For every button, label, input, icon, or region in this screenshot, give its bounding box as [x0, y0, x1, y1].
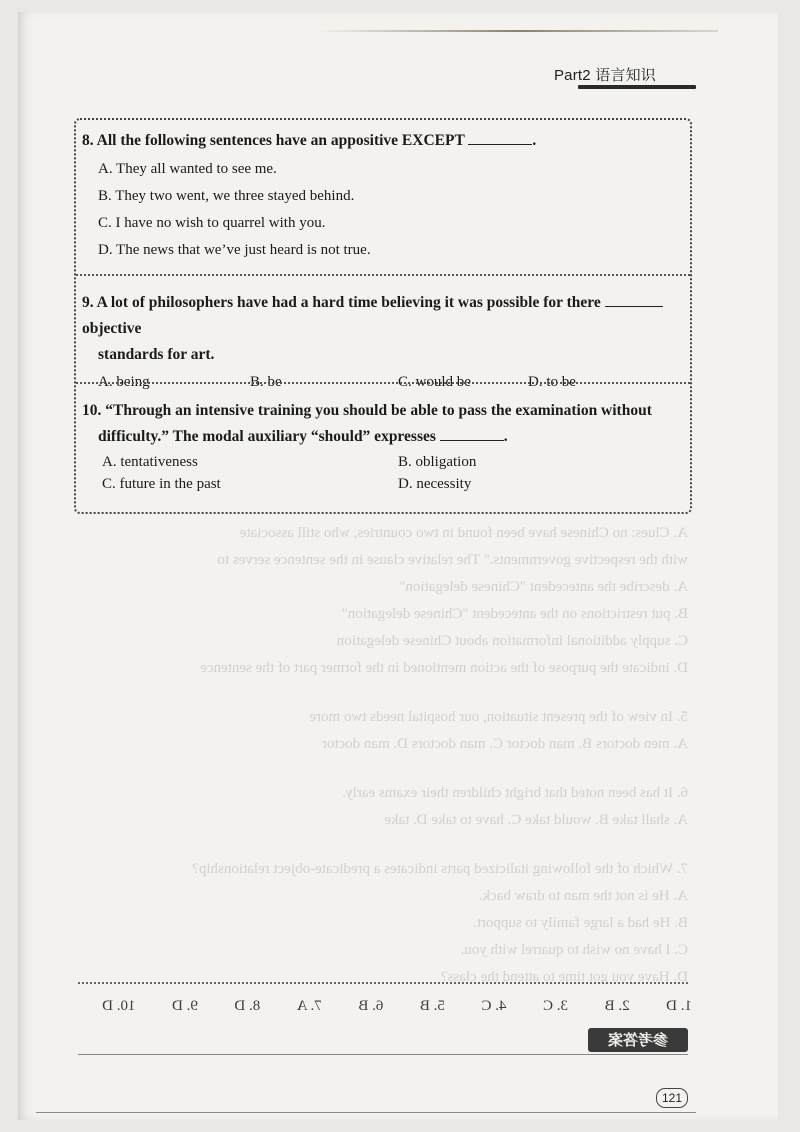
- question-9: [82, 290, 684, 391]
- answer-item: 1. D: [666, 998, 692, 1014]
- section-header: Part2 语言知识: [553, 67, 656, 84]
- question-9-text: A lot of philosophers have had a hard time believing it was possible for there: [96, 294, 601, 311]
- question-10-text-2: difficulty.” The modal auxiliary “should” expresses: [98, 428, 436, 445]
- question-10: [82, 398, 684, 493]
- question-8: [82, 128, 684, 264]
- question-9-option-b: B. be: [250, 374, 282, 390]
- question-9-stem: [82, 290, 684, 342]
- question-9-option-d: D. to be: [528, 374, 576, 390]
- question-9-number: 9.: [82, 294, 94, 311]
- answer-item: 7. A: [296, 998, 322, 1014]
- bleed-line: C. supply additional information about Chinese delegation: [336, 633, 688, 649]
- top-rule: [318, 30, 718, 32]
- answer-item: 3. C: [543, 998, 569, 1014]
- question-9-text-after: objective: [82, 320, 142, 337]
- answer-item: 5. B: [419, 998, 445, 1014]
- answer-item: 8. D: [234, 998, 261, 1014]
- question-10-text: “Through an intensive training you should be able to pass the examination without: [105, 402, 652, 419]
- question-10-option-a: A. tentativeness: [102, 454, 198, 470]
- bleed-line: 7. Which of the following italicized parts indicates a predicate-object relationship?: [192, 861, 688, 877]
- question-10-option-c: C. future in the past: [102, 476, 221, 492]
- bleed-line: with the respective governments." The relative clause in the sentence serves to: [217, 552, 688, 568]
- bleed-line: A. describe the antecedent "Chinese delegation": [399, 579, 688, 595]
- answer-item: 2. B: [604, 998, 630, 1014]
- question-8-option-a: A. They all wanted to see me.: [98, 161, 277, 177]
- answer-key-title: 参考答案: [588, 1028, 688, 1052]
- page-number: 121: [656, 1088, 688, 1108]
- answer-key: [78, 982, 692, 1054]
- question-9-option-a: A. being: [98, 374, 150, 390]
- header-rule: [578, 85, 696, 89]
- question-9-stem-line2: standards for art.: [98, 346, 215, 363]
- question-8-number: 8.: [82, 132, 94, 149]
- bleed-line: 6. It has been noted that bright children their exams early.: [342, 785, 688, 801]
- question-8-text: All the following sentences have an appositive EXCEPT: [96, 132, 465, 149]
- question-9-blank: [605, 294, 663, 307]
- bleed-line: B. put restrictions on the antecedent "Chinese delegation": [341, 606, 688, 622]
- question-8-option-d: D. The news that we’ve just heard is not true.: [98, 242, 371, 258]
- bleed-line: D. indicate the purpose of the action mentioned in the former part of the sentence: [200, 660, 688, 676]
- question-10-period: .: [503, 428, 508, 445]
- bottom-rule: [36, 1112, 696, 1113]
- question-10-stem-line2: [82, 424, 684, 450]
- question-10-stem: [82, 398, 684, 424]
- question-box: [74, 118, 692, 514]
- answer-key-rule: [78, 1054, 688, 1055]
- bleed-through-text: [78, 520, 688, 991]
- question-10-option-d: D. necessity: [398, 476, 472, 492]
- question-10-blank: [440, 428, 504, 441]
- bleed-line: C. I have no wish to quarrel with you.: [460, 942, 688, 958]
- question-10-number: 10.: [82, 402, 102, 419]
- question-8-stem: [82, 128, 684, 154]
- answer-item: 10. D: [102, 998, 136, 1014]
- bleed-line: 5. In view of the present situation, our hospital needs two more: [309, 709, 688, 725]
- bleed-line: B. He had a large family to support.: [472, 915, 688, 931]
- bleed-line: A. Clues: no Chinese have been found in two countries, who still associate: [239, 525, 688, 541]
- question-10-option-b: B. obligation: [398, 454, 477, 470]
- bleed-line: A. shall take B. would take C. have to take D. take: [384, 812, 688, 828]
- answer-item: 4. C: [481, 998, 507, 1014]
- question-divider: [76, 274, 690, 276]
- question-8-option-b: B. They two went, we three stayed behind.: [98, 188, 355, 204]
- question-10-options: [102, 454, 684, 493]
- answer-item: 6. B: [358, 998, 384, 1014]
- question-divider: [76, 382, 690, 384]
- question-8-period: .: [532, 132, 537, 149]
- book-page: [18, 12, 778, 1120]
- question-8-blank: [468, 132, 532, 145]
- question-9-option-c: C. would be: [398, 374, 471, 390]
- answer-item: 9. D: [172, 998, 198, 1014]
- question-8-option-c: C. I have no wish to quarrel with you.: [98, 215, 326, 231]
- answer-list: [102, 998, 692, 1015]
- bleed-line: A. men doctors B. man doctor C. man doctors D. man doctor: [321, 736, 688, 752]
- bleed-line: A. He is not the man to draw back.: [478, 888, 688, 904]
- bleed-line: D. Have you got time to attend the class?: [440, 969, 688, 985]
- question-8-options: [98, 156, 684, 264]
